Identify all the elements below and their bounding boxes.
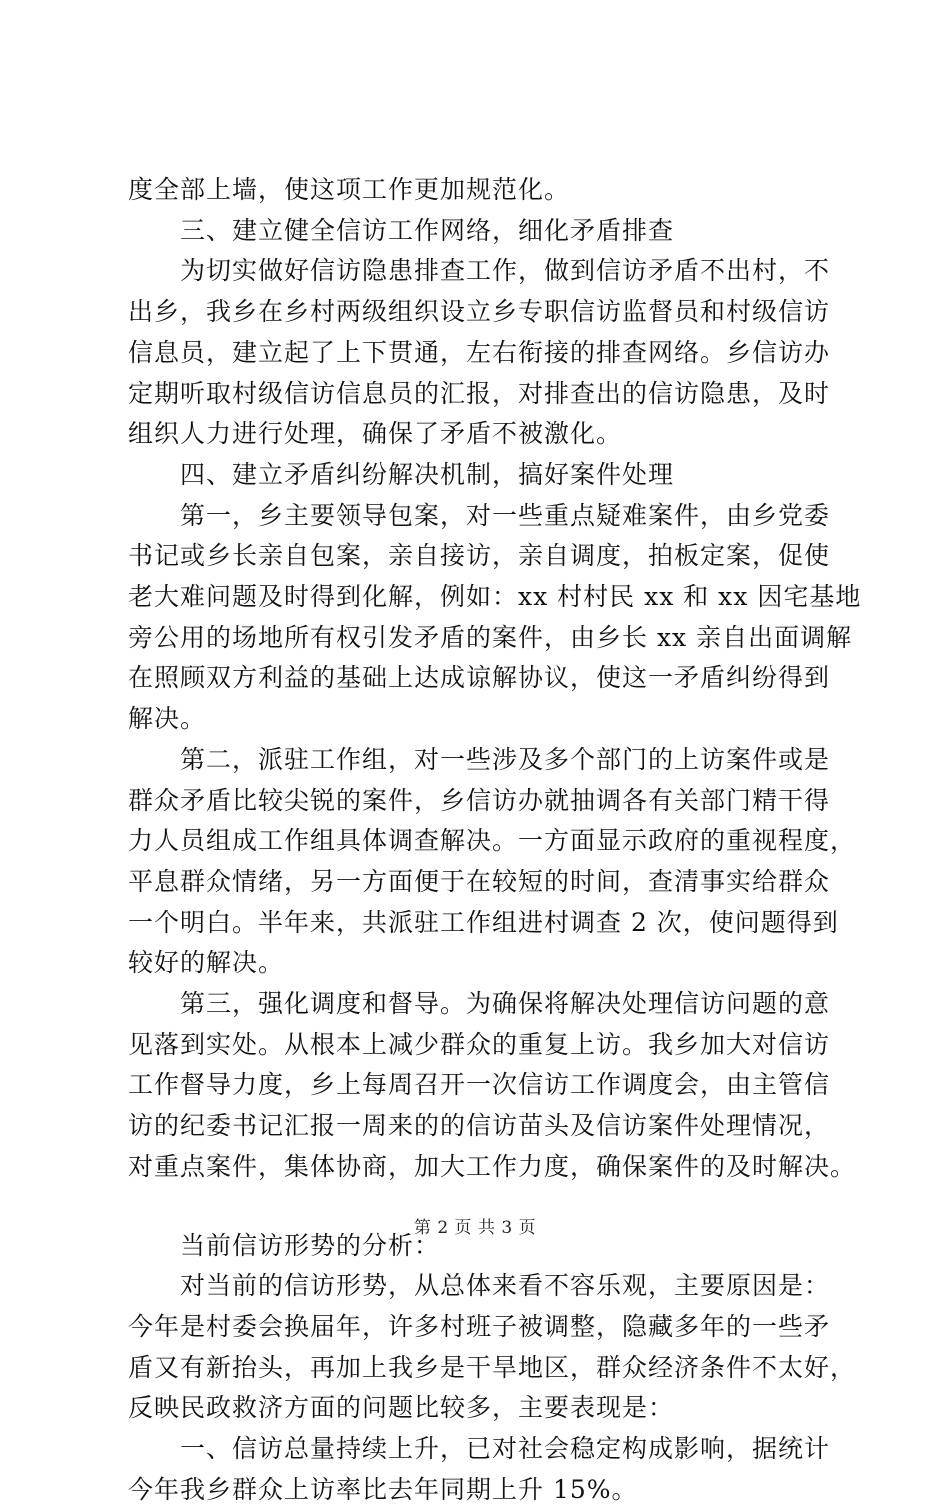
paragraph-line: 群众矛盾比较尖锐的案件，乡信访办就抽调各有关部门精干得 [128,785,831,815]
paragraph-line: 见落到实处。从根本上减少群众的重复上访。我乡加大对信访 [128,1029,831,1059]
paragraph-line: 信息员，建立起了上下贯通，左右衔接的排查网络。乡信访办 [128,337,831,367]
paragraph-line: 旁公用的场地所有权引发矛盾的案件，由乡长 xx 亲自出面调解 [128,622,853,652]
paragraph-line: 在照顾双方利益的基础上达成谅解协议，使这一矛盾纠纷得到 [128,663,831,693]
paragraph-line: 第二，派驻工作组，对一些涉及多个部门的上访案件或是 [180,744,831,774]
paragraph-line: 定期听取村级信访信息员的汇报，对排查出的信访隐患，及时 [128,378,831,408]
paragraph-line: 一、信访总量持续上升，已对社会稳定构成影响，据统计 [180,1434,831,1464]
paragraph-line: 为切实做好信访隐患排查工作，做到信访矛盾不出村，不 [180,256,831,286]
paragraph-line: 今年我乡群众上访率比去年同期上升 15%。 [128,1474,638,1504]
paragraph-line: 组织人力进行处理，确保了矛盾不被激化。 [128,419,623,449]
paragraph-line: 度全部上墙，使这项工作更加规范化。 [128,175,571,204]
paragraph-line: 平息群众情绪，另一方面便于在较短的时间，查清事实给群众 [128,866,831,896]
paragraph-line: 出乡，我乡在乡村两级组织设立乡专职信访监督员和村级信访 [128,297,831,327]
paragraph-line: 一个明白。半年来，共派驻工作组进村调查 2 次，使问题得到 [128,907,839,937]
analysis-heading: 当前信访形势的分析： [180,1230,441,1260]
page-indicator: 第 2 页 共 3 页 [413,1218,537,1238]
paragraph-line: 第一，乡主要领导包案，对一些重点疑难案件，由乡党委 [180,500,831,530]
paragraph-line: 访的纪委书记汇报一周来的的信访苗头及信访案件处理情况， [128,1111,831,1141]
document-body [128,170,862,1511]
paragraph-line: 第三，强化调度和督导。为确保将解决处理信访问题的意 [180,989,831,1019]
paragraph-line: 老大难问题及时得到化解，例如：xx 村村民 xx 和 xx 因宅基地 [128,582,862,612]
paragraph-line: 解决。 [128,704,207,734]
section-heading-3: 三、建立健全信访工作网络，细化矛盾排查 [180,215,675,245]
page-footer [0,1213,950,1238]
paragraph-line: 今年是村委会换届年，许多村班子被调整，隐藏多年的一些矛 [128,1311,831,1341]
paragraph-line: 工作督导力度，乡上每周召开一次信访工作调度会，由主管信 [128,1070,831,1100]
paragraph-line: 书记或乡长亲自包案，亲自接访，亲自调度，拍板定案，促使 [128,541,831,571]
section-heading-4: 四、建立矛盾纠纷解决机制，搞好案件处理 [180,459,675,489]
paragraph-line: 较好的解决。 [128,948,285,978]
paragraph-line: 力人员组成工作组具体调查解决。一方面显示政府的重视程度， [128,826,857,856]
paragraph-line: 反映民政救济方面的问题比较多，主要表现是： [128,1393,675,1423]
paragraph-line: 盾又有新抬头，再加上我乡是干旱地区，群众经济条件不太好， [128,1352,857,1382]
paragraph-line: 对当前的信访形势，从总体来看不容乐观，主要原因是： [180,1271,831,1301]
paragraph-line: 对重点案件，集体协商，加大工作力度，确保案件的及时解决。 [128,1151,857,1181]
